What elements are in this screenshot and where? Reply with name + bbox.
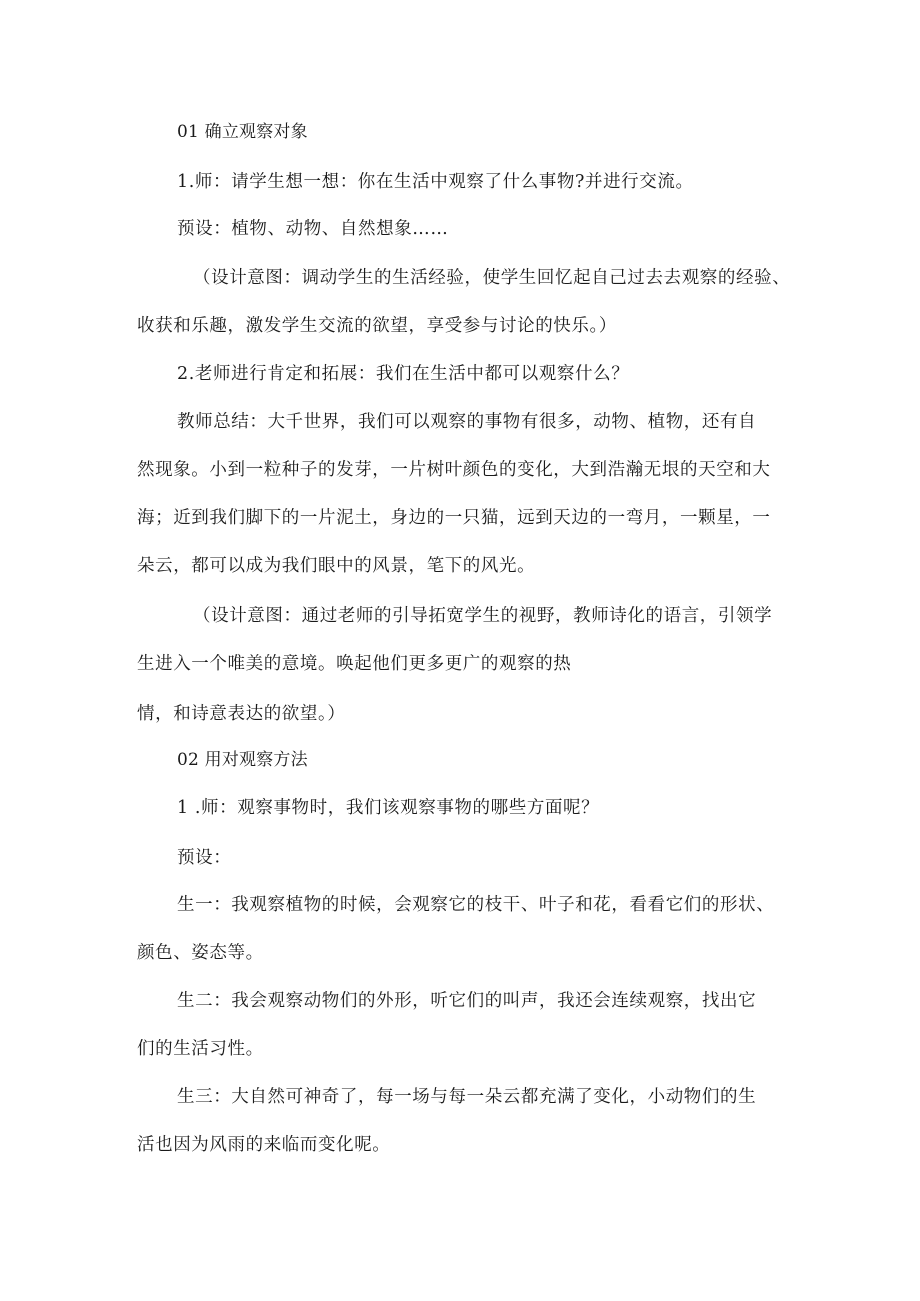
student1-line: 颜色、姿态等。: [137, 943, 264, 963]
item2-question: 2.老师进行肯定和拓展：我们在生活中都可以观察什么？: [177, 364, 630, 384]
s2-item1-question: 1 .师：观察事物时，我们该观察事物的哪些方面呢？: [177, 798, 600, 818]
item1-question: 1.师：请学生想一想：你在生活中观察了什么事物?并进行交流。: [177, 172, 694, 192]
item2-design-intent-line: 情，和诗意表达的欲望。）: [137, 704, 346, 724]
item2-summary-line: 教师总结：大千世界，我们可以观察的事物有很多，动物、植物，还有自: [177, 412, 757, 432]
student2-line: 们的生活习性。: [137, 1039, 264, 1059]
item2-design-intent-line: （设计意图：通过老师的引导拓宽学生的视野，教师诗化的语言，引领学: [193, 606, 773, 626]
item1-preset: 预设：植物、动物、自然想象……: [177, 219, 449, 239]
student2-line: 生二：我会观察动物们的外形，听它们的叫声，我还会连续观察，找出它: [177, 991, 757, 1011]
s2-item1-preset: 预设：: [177, 848, 232, 868]
item2-design-intent-line: 生进入一个唯美的意境。唤起他们更多更广的观察的热: [137, 654, 572, 674]
item2-summary-line: 海；近到我们脚下的一片泥土，身边的一只猫，远到天边的一弯月，一颗星，一: [137, 508, 771, 528]
student3-line: 活也因为风雨的来临而变化呢。: [137, 1135, 391, 1155]
item1-design-intent-line: （设计意图：调动学生的生活经验，使学生回忆起自己过去去观察的经验、: [193, 268, 791, 288]
item2-summary-line: 然现象。小到一粒种子的发芽，一片树叶颜色的变化，大到浩瀚无垠的天空和大: [137, 460, 771, 480]
section2-heading: 02 用对观察方法: [177, 750, 308, 770]
section1-heading: 01 确立观察对象: [177, 122, 308, 142]
item2-summary-line: 朵云，都可以成为我们眼中的风景，笔下的风光。: [137, 556, 536, 576]
student3-line: 生三：大自然可神奇了，每一场与每一朵云都充满了变化，小动物们的生: [177, 1087, 757, 1107]
student1-line: 生一：我观察植物的时候，会观察它的枝干、叶子和花，看看它们的形状、: [177, 895, 775, 915]
item1-design-intent-line: 收获和乐趣，激发学生交流的欲望，享受参与讨论的快乐。）: [137, 316, 617, 336]
